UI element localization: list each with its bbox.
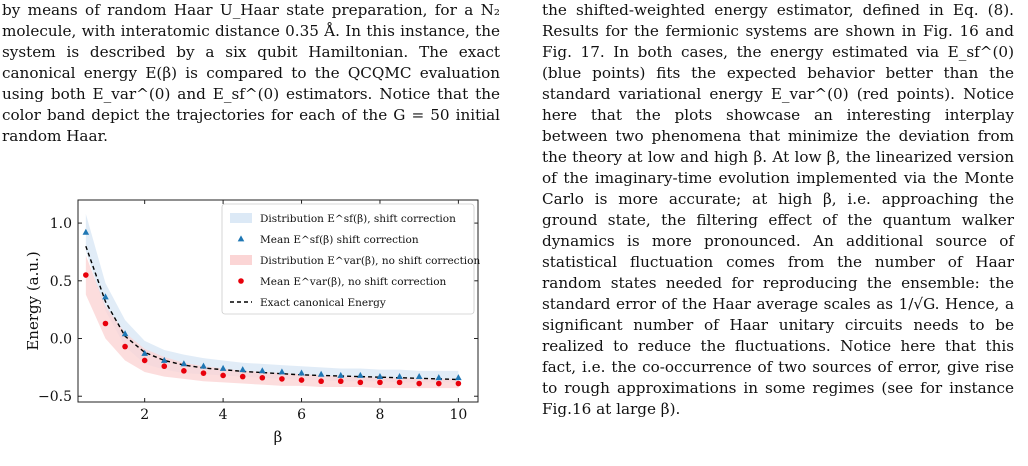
legend-handle-sf-band [230,213,252,223]
figure-caption: by means of random Haar U_Haar state preparation, for a N₂ molecule, with interatomic distance 0.35 Å. In this instance, the system is described by a six qubit Hamiltonian. The exact canonical energy E(β) is compared to the QCQMC evaluation using both E_var^(0) and E_sf^(0) estimators. Notice that the color band depict the trajectories for each of the G = 50 initial random Haar. [2,1,500,145]
var-mean-point [338,378,344,384]
var-mean-point [240,374,246,380]
legend-handle-var-mean [238,278,244,284]
x-tick-label: 6 [297,407,306,423]
var-mean-point [103,321,109,327]
var-mean-point [220,373,226,379]
y-tick-label: 0.5 [49,273,72,290]
x-tick-label: 10 [449,407,468,423]
energy-chart [0,186,500,462]
x-tick-label: 2 [140,407,150,423]
legend-label: Mean E^sf(β) shift correction [260,234,419,246]
legend-label: Distribution E^sf(β), shift correction [260,213,456,225]
var-mean-point [397,380,403,386]
right-column [542,0,1014,420]
legend [222,204,480,314]
var-mean-point [358,380,364,386]
y-tick-label: 0.0 [49,331,72,348]
var-mean-point [181,368,187,374]
x-tick-label: 8 [375,407,385,423]
y-tick-label: −0.5 [38,389,72,406]
var-mean-point [83,272,89,278]
var-mean-point [122,344,128,350]
legend-label: Distribution E^var(β), no shift correction [260,255,481,267]
energy-vs-beta-figure [0,186,500,462]
var-mean-point [142,358,148,364]
left-column [0,0,500,147]
legend-label: Mean E^var(β), no shift correction [260,276,447,288]
var-mean-point [377,380,383,386]
legend-handle-var-band [230,255,252,265]
x-axis-label: β [273,428,283,446]
var-mean-point [456,381,462,387]
var-mean-point [318,378,324,384]
y-axis-label: Energy (a.u.) [24,251,42,351]
x-tick-label: 4 [218,407,228,423]
var-mean-point [436,381,442,387]
var-mean-point [279,376,285,382]
var-mean-point [201,370,207,376]
y-tick-label: 1.0 [49,216,72,233]
var-mean-point [299,377,305,383]
var-mean-point [260,375,266,381]
var-mean-point [161,363,167,369]
var-mean-point [416,381,422,387]
body-paragraph: the shifted-weighted energy estimator, defined in Eq. (8). Results for the fermionic systems are shown in Fig. 16 and Fig. 17. In both cases, the energy estimated via E_sf^(0) (blue points) fits the expected behavior better than the standard variational energy E_var^(0) (red points). Notice here that the plots showcase an interesting interplay between two phenomena that minimize the deviation from the theory at low and high β. At low β, the linearized version of the imaginary-time evolution implemented via the Monte Carlo is more accurate; at high β, i.e. approaching the ground state, the filtering effect of the quantum walker dynamics is more pronounced. An additional source of statistical fluctuation comes from the number of Haar random states needed for reproducing the ensemble: the standard error of the Haar average scales as 1/√G. Hence, a significant number of Haar unitary circuits needs to be realized to reduce the fluctuations. Notice here that this fact, i.e. the co-occurrence of two sources of error, give rise to rough approximations in some regimes (see for instance Fig.16 at large β). [542,1,1014,418]
legend-label: Exact canonical Energy [260,297,386,309]
